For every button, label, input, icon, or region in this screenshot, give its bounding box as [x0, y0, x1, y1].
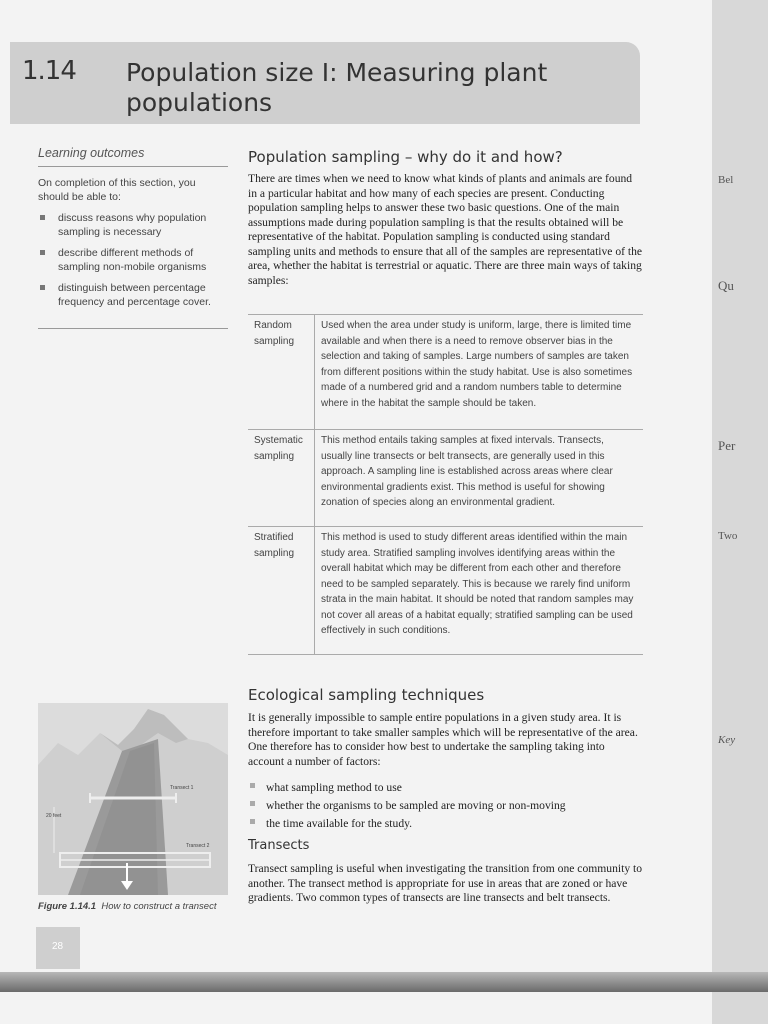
edge-fragment: Qu	[718, 278, 734, 293]
table-row	[248, 430, 643, 527]
method-name: Random sampling	[248, 315, 315, 430]
figure-label-transect-2: Transect 2	[186, 843, 210, 849]
list-item: what sampling method to use	[248, 779, 643, 797]
figure-label-transect-1: Transect 1	[170, 785, 194, 791]
section-heading-population-sampling: Population sampling – why do it and how?	[248, 148, 563, 166]
section-body-transects: Transect sampling is useful when investigating the transition from one community to another. The transect method is appropriate for use in areas that are zoned or have gradients. Two common types of transects are line transects and belt transects.	[248, 862, 643, 904]
page-number-tab	[36, 927, 80, 969]
table-row	[248, 527, 643, 655]
learning-outcome-item: distinguish between percentage frequency and percentage cover.	[38, 282, 228, 309]
transect-figure	[38, 703, 228, 895]
section-number: 1.14	[22, 56, 76, 86]
list-item: the time available for the study.	[248, 815, 643, 833]
method-name: Stratified sampling	[248, 527, 315, 655]
learning-outcome-item: describe different methods of sampling non-mobile organisms	[38, 247, 228, 274]
learning-outcomes-intro: On completion of this section, you should be able to:	[38, 177, 196, 203]
sampling-factors-list	[248, 779, 643, 833]
mountain-transect-illustration	[38, 703, 228, 895]
list-item: whether the organisms to be sampled are moving or non-moving	[248, 797, 643, 815]
section-body-ecological-sampling: It is generally impossible to sample entire populations in a given study area. It is therefore important to take smaller samples which will be representative of the area. One therefore has to consider how best to undertake the sampling taking into account a number of factors:	[248, 711, 638, 768]
scan-bottom-shadow	[0, 972, 768, 992]
section-heading-ecological-sampling: Ecological sampling techniques	[248, 686, 485, 704]
learning-outcomes-list	[38, 212, 228, 317]
page-number: 28	[52, 941, 64, 952]
page-title: Population size I: Measuring plant populations	[126, 58, 548, 117]
edge-fragment: Bel	[718, 174, 734, 186]
method-description: This method entails taking samples at fixed intervals. Transects, usually line transects or belt transects, are generally used in this approach. A sampling line is established across areas where clear environmental gradients exist. This method is useful for showing zonation of species along an environmental gradient.	[315, 430, 644, 527]
edge-fragment: Two	[718, 530, 738, 542]
figure-caption	[38, 901, 216, 912]
method-name: Systematic sampling	[248, 430, 315, 527]
figure-label-width: 20 feet	[46, 813, 62, 819]
section-heading-transects: Transects	[248, 838, 310, 853]
method-description: Used when the area under study is uniform, large, there is limited time available and when there is a need to remove observer bias in the selection and taking of samples. Large numbers of samples are taken from different positions within the study habitat. Use is also sometimes made of a numbered grid and a random numbers table to determine where in the habitat the sample should be taken.	[315, 315, 644, 430]
figure-caption-text: How to construct a transect	[101, 901, 217, 912]
learning-outcomes-rule-bottom	[38, 328, 228, 329]
learning-outcomes-rule-top	[38, 166, 228, 167]
learning-outcomes-heading: Learning outcomes	[38, 146, 145, 160]
edge-fragment: Per	[718, 438, 736, 453]
table-row	[248, 315, 643, 430]
edge-fragment: Key	[718, 734, 736, 746]
method-description: This method is used to study different areas identified within the main study area. Stratified sampling involves identifying areas within the overall habitat which may be different from each other and therefore need to be sampled separately. This is because we rarely find uniform strata in the main habitat. It should be noted that random samples may not cover all areas of a habitat equally; stratified sampling can be used effectively in such conditions.	[315, 527, 644, 655]
next-page-edge	[712, 0, 768, 1024]
section-body-population-sampling: There are times when we need to know what kinds of plants and animals are found in a particular habitat and how many of each species are present. Conducting population sampling helps to answer these two basic questions. One of the main assumptions made during population sampling is that the results obtained will be representative of the habitat. Population sampling is conducted using standard sampling units and methods to ensure that all of the samples are representative of the area, whether the habitat is terrestrial or aquatic. There are three main ways of taking samples:	[248, 172, 643, 287]
sampling-methods-table	[248, 314, 643, 655]
learning-outcome-item: discuss reasons why population sampling is necessary	[38, 212, 228, 239]
figure-caption-number: Figure 1.14.1	[38, 901, 97, 912]
